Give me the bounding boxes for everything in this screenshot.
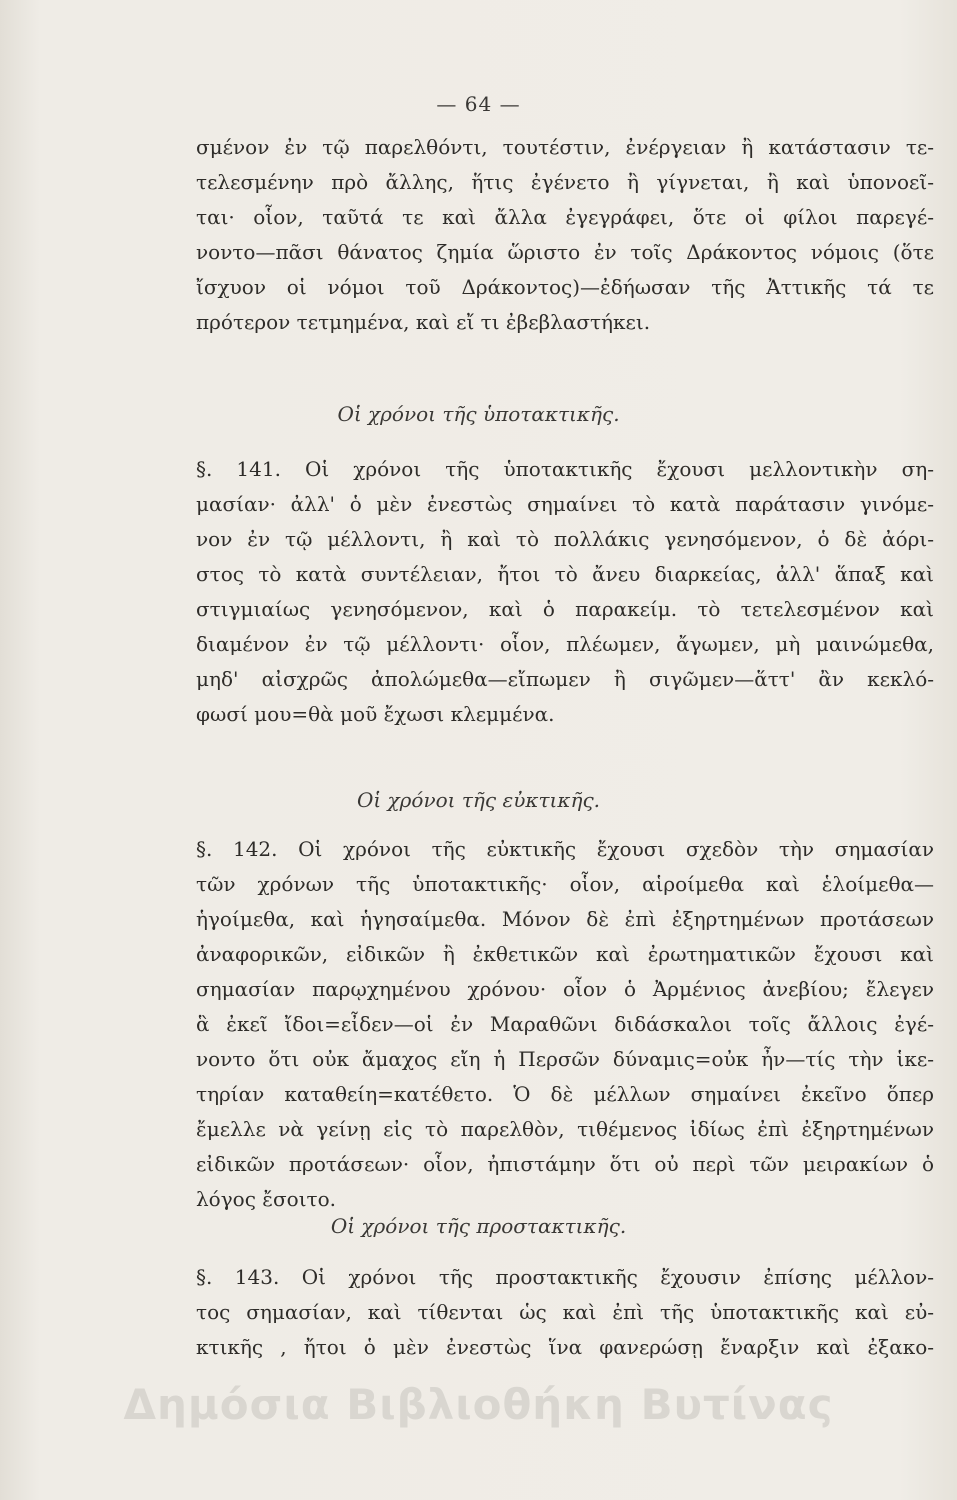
section-heading-subjunctive: Οἱ χρόνοι τῆς ὑποτακτικῆς. <box>337 402 620 426</box>
text-line: σημασίαν παρῳχημένου χρόνου· οἷον ὁ Ἀρμένιος ἀνεβίου; ἔλεγεν <box>196 977 934 1001</box>
text-line: διαμένον ἐν τῷ μέλλοντι· οἷον, πλέωμεν, ἄγωμεν, μὴ μαινώμεθα, <box>196 632 934 656</box>
library-watermark: Δημόσια Βιβλιοθήκη Βυτίνας <box>123 1380 834 1429</box>
text-line: στος τὸ κατὰ συντέλειαν, ἤτοι τὸ ἄνευ διαρκείας, ἀλλ' ἅπαξ καὶ <box>196 562 934 586</box>
text-line: τηρίαν καταθείη=κατέθετο. Ὁ δὲ μέλλων σημαίνει ἐκεῖνο ὅπερ <box>196 1082 934 1106</box>
text-line: μασίαν· ἀλλ' ὁ μὲν ἐνεστὼς σημαίνει τὸ κατὰ παράτασιν γινόμε- <box>196 492 934 516</box>
text-line: μηδ' αἰσχρῶς ἀπολώμεθα—εἴπωμεν ἢ σιγῶμεν—ἅττ' ἂν κεκλό- <box>196 667 934 691</box>
text-line: §. 141. Οἱ χρόνοι τῆς ὑποτακτικῆς ἔχουσι μελλοντικὴν ση- <box>196 457 934 481</box>
text-line: νον ἐν τῷ μέλλοντι, ἢ καὶ τὸ πολλάκις γενησόμενον, ὁ δὲ ἀόρι- <box>196 527 934 551</box>
paragraph-continuation <box>196 130 934 340</box>
text-line: λόγος ἔσοιτο. <box>196 1187 336 1211</box>
text-line: εἰδικῶν προτάσεων· οἷον, ἠπιστάμην ὅτι οὐ περὶ τῶν μειρακίων ὁ <box>196 1152 934 1176</box>
text-line: ἴσχυον οἱ νόμοι τοῦ Δράκοντος)—ἐδήωσαν τῆς Ἀττικῆς τά τε <box>196 275 934 299</box>
text-line: ται· οἷον, ταῦτά τε καὶ ἄλλα ἐγεγράφει, ὅτε οἱ φίλοι παρεγέ- <box>196 205 934 229</box>
text-line: ἔμελλε νὰ γείνῃ εἰς τὸ παρελθὸν, τιθέμενος ἰδίως ἐπὶ ἐξηρτημένων <box>196 1117 934 1141</box>
text-line: νοντο—πᾶσι θάνατος ζημία ὥριστο ἐν τοῖς Δράκοντος νόμοις (ὅτε <box>196 240 934 264</box>
text-line: στιγμιαίως γενησόμενον, καὶ ὁ παρακείμ. τὸ τετελεσμένον καὶ <box>196 597 934 621</box>
text-line: §. 143. Οἱ χρόνοι τῆς προστακτικῆς ἔχουσιν ἐπίσης μέλλον- <box>196 1265 934 1289</box>
text-line: κτικῆς , ἤτοι ὁ μὲν ἐνεστὼς ἵνα φανερώσῃ ἔναρξιν καὶ ἐξακο- <box>196 1335 934 1359</box>
text-line: ἡγοίμεθα, καὶ ἡγησαίμεθα. Μόνον δὲ ἐπὶ ἐξηρτημένων προτάσεων <box>196 907 934 931</box>
paragraph-143 <box>196 1260 934 1365</box>
text-line: ἃ ἐκεῖ ἴδοι=εἶδεν—οἱ ἐν Μαραθῶνι διδάσκαλοι τοῖς ἄλλοις ἐγέ- <box>196 1012 934 1036</box>
section-heading-optative: Οἱ χρόνοι τῆς εὐκτικῆς. <box>356 788 601 812</box>
section-heading-imperative: Οἱ χρόνοι τῆς προστακτικῆς. <box>330 1214 627 1238</box>
text-line: ἀναφορικῶν, εἰδικῶν ἢ ἐκθετικῶν καὶ ἐρωτηματικῶν ἔχουσι καὶ <box>196 942 934 966</box>
paragraph-141 <box>196 452 934 732</box>
paragraph-142 <box>196 832 934 1217</box>
text-line: §. 142. Οἱ χρόνοι τῆς εὐκτικῆς ἔχουσι σχεδὸν τὴν σημασίαν <box>196 837 934 861</box>
text-line: τος σημασίαν, καὶ τίθενται ὡς καὶ ἐπὶ τῆς ὑποτακτικῆς καὶ εὐ- <box>196 1300 934 1324</box>
text-line: νοντο ὅτι οὐκ ἄμαχος εἴη ἡ Περσῶν δύναμις=οὐκ ἦν—τίς τὴν ἱκε- <box>196 1047 934 1071</box>
text-line: τῶν χρόνων τῆς ὑποτακτικῆς· οἷον, αἱροίμεθα καὶ ἑλοίμεθα— <box>196 872 934 896</box>
text-line: φωσί μου=θὰ μοῦ ἔχωσι κλεμμένα. <box>196 702 555 726</box>
page-number: — 64 — <box>436 92 521 116</box>
text-line: σμένον ἐν τῷ παρελθόντι, τουτέστιν, ἐνέργειαν ἢ κατάστασιν τε- <box>196 135 934 159</box>
text-line: τελεσμένην πρὸ ἄλλης, ἥτις ἐγένετο ἢ γίγνεται, ἢ καὶ ὑπονοεῖ- <box>196 170 934 194</box>
text-line: πρότερον τετμημένα, καὶ εἴ τι ἐβεβλαστήκει. <box>196 310 651 334</box>
